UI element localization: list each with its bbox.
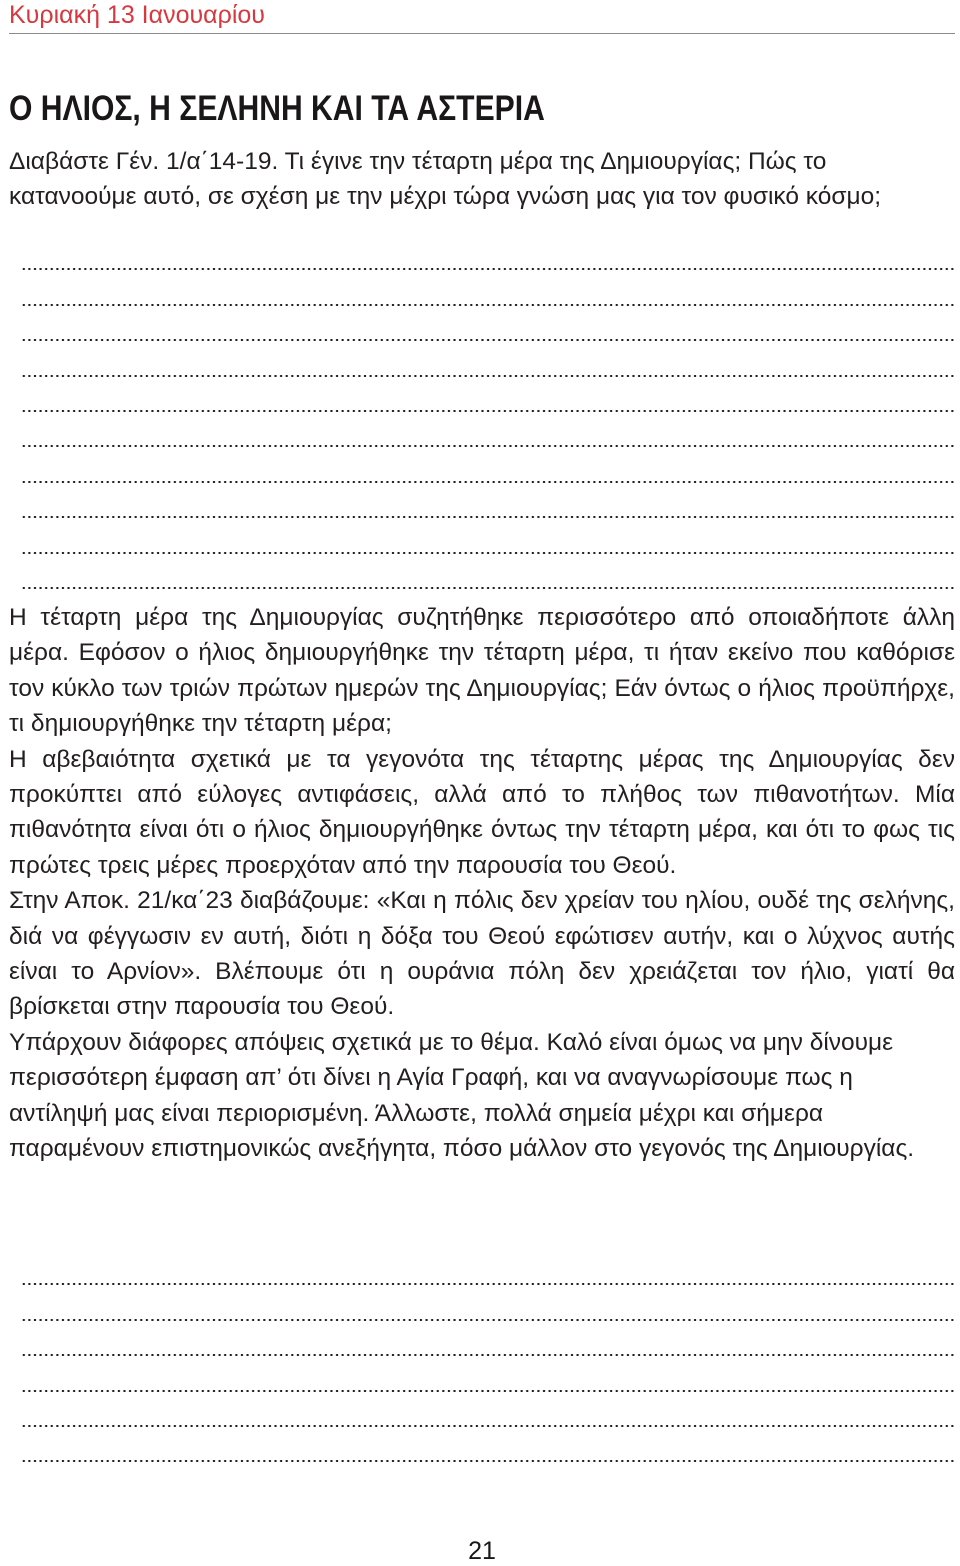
commentary-block <box>9 600 955 1167</box>
answer-line[interactable] <box>9 1403 955 1438</box>
study-question: Διαβάστε Γέν. 1/α΄14-19. Τι έγινε την τέταρτη μέρα της Δημιουργίας; Πώς το κατανοούμε αυτό, σε σχέση με την μέχρι τώρα γνώση μας για τον φυσικό κόσμο; <box>9 148 882 211</box>
study-question-block <box>9 144 955 215</box>
answer-line[interactable] <box>9 317 955 352</box>
header-divider <box>9 33 955 34</box>
commentary-paragraph-2: Η αβεβαιότητα σχετικά με τα γεγονότα της τέταρτης μέρας της Δημιουργίας δεν προκύπτει από εύλογες αντιφάσεις, αλλά από το πλήθος των πιθανοτήτων. Μία πιθανότητα είναι ότι ο ήλιος δημιουργήθηκε όντως την τέταρτη μέρα, και ότι το φως τις πρώτες τρεις μέρες προερχόταν από την παρουσία του Θεού. <box>9 745 955 879</box>
commentary-paragraph-4: Υπάρχουν διάφορες απόψεις σχετικά με το θέμα. Καλό είναι όμως να μην δίνουμε περισσότερη έμφαση απ’ ότι δίνει η Αγία Γραφή, και να αναγνωρίσουμε πως η αντίληψή μας είναι περιορισμένη. Άλλωστε, πολλά σημεία μέχρι και σήμερα παραμένουν επιστημονικώς ανεξήγητα, πόσο μάλλον στο γεγονός της Δημιουργίας. <box>9 1028 915 1163</box>
page-number: 21 <box>468 1537 496 1565</box>
answer-line[interactable] <box>9 1261 955 1296</box>
answer-line[interactable] <box>9 1438 955 1473</box>
answer-line[interactable] <box>9 352 955 387</box>
answer-line[interactable] <box>9 1332 955 1367</box>
answer-line[interactable] <box>9 458 955 493</box>
answer-line[interactable] <box>9 246 955 281</box>
answer-line[interactable] <box>9 529 955 564</box>
answer-line[interactable] <box>9 494 955 529</box>
commentary-paragraph-1: Η τέταρτη μέρα της Δημιουργίας συζητήθηκε περισσότερο από οποιαδήποτε άλλη μέρα. Εφόσον ο ήλιος δημιουργήθηκε την τέταρτη μέρα, τι ήταν εκείνο που καθόρισε τον κύκλο των τριών πρώτων ημερών της Δημιουργίας; Εάν όντως ο ήλιος προϋπήρχε, τι δημιουργήθηκε την τέταρτη μέρα; <box>9 604 955 738</box>
answer-line[interactable] <box>9 388 955 423</box>
answer-line[interactable] <box>9 565 955 600</box>
answer-lines-2[interactable] <box>9 1261 955 1473</box>
answer-line[interactable] <box>9 423 955 458</box>
answer-line[interactable] <box>9 1296 955 1331</box>
answer-line[interactable] <box>9 1367 955 1402</box>
answer-line[interactable] <box>9 281 955 316</box>
lesson-page <box>9 0 955 1566</box>
answer-lines-1[interactable] <box>9 246 955 600</box>
lesson-date: Κυριακή 13 Ιανουαρίου <box>9 1 265 29</box>
lesson-title: Ο ΗΛΙΟΣ, Η ΣΕΛΗΝΗ ΚΑΙ ΤΑ ΑΣΤΕΡΙΑ <box>9 89 545 129</box>
commentary-paragraph-3: Στην Αποκ. 21/κα΄23 διαβάζουμε: «Και η πόλις δεν χρείαν του ηλίου, ουδέ της σελήνης, διά να φέγγωσιν εν αυτή, διότι η δόξα του Θεού εφώτισεν αυτήν, και ο λύχνος αυτής είναι το Αρνίον». Βλέπουμε ότι η ουράνια πόλη δεν χρειάζεται τον ήλιο, γιατί θα βρίσκεται στην παρουσία του Θεού. <box>9 887 955 1021</box>
